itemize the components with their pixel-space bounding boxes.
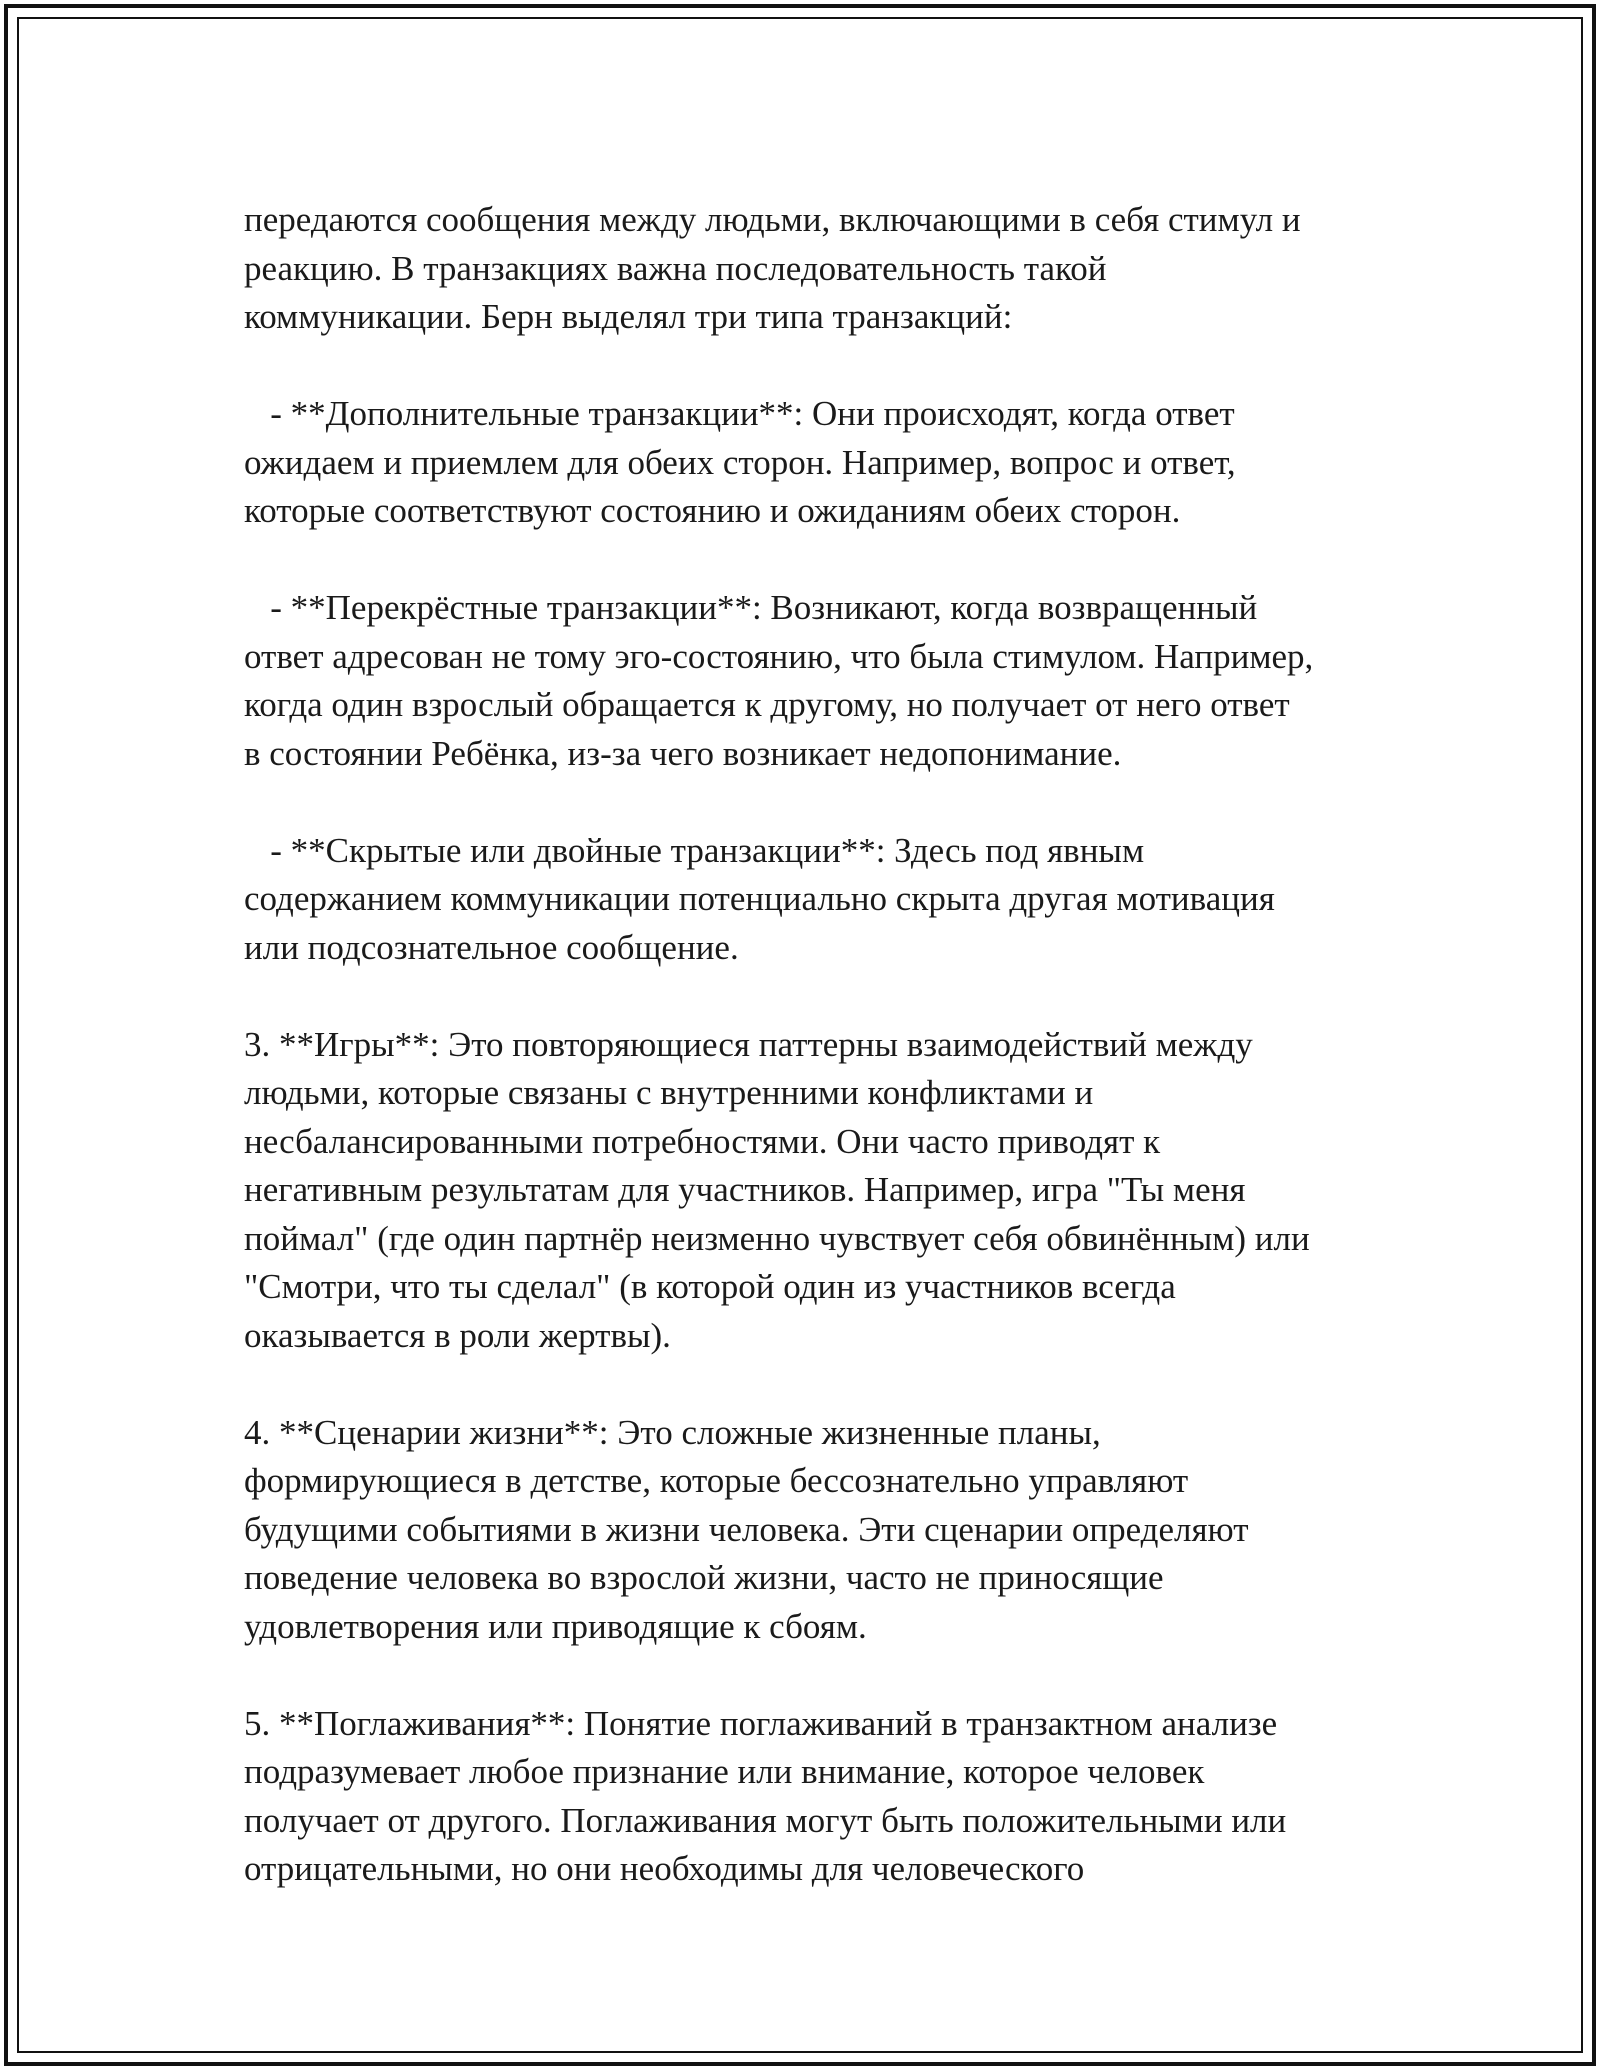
text-line: "Смотри, что ты сделал" (в которой один из участников всегда (244, 1267, 1176, 1306)
page-border (4, 4, 1596, 2066)
text-line: или подсознательное сообщение. (244, 927, 739, 967)
text-line: формирующиеся в детстве, которые бессознательно управляют (244, 1461, 1189, 1500)
text-line: поведение человека во взрослой жизни, часто не приносящие (244, 1558, 1164, 1597)
text-line: - **Дополнительные транзакции**: Они происходят, когда ответ (244, 394, 1235, 433)
paragraph-spacer (244, 972, 1414, 1021)
text-line: 5. **Поглаживания**: Понятие поглаживаний в транзактном анализе (244, 1703, 1278, 1743)
text-line: будущими событиями в жизни человека. Эти сценарии определяют (244, 1509, 1249, 1549)
paragraph-spacer (244, 536, 1414, 585)
paragraph-spacer (244, 342, 1414, 391)
text-line: ответ адресован не тому эго-состоянию, что была стимулом. Например, (244, 636, 1314, 676)
text-line: отрицательными, но они необходимы для человеческого (244, 1849, 1085, 1888)
text-line: когда один взрослый обращается к другому, но получает от него ответ (244, 685, 1290, 724)
text-line: оказывается в роли жертвы). (244, 1315, 671, 1355)
text-line: подразумевает любое признание или внимание, которое человек (244, 1752, 1205, 1791)
text-line: - **Скрытые или двойные транзакции**: Здесь под явным (244, 830, 1145, 870)
text-line: удовлетворения или приводящие к сбоям. (244, 1606, 867, 1646)
paragraph-spacer (244, 1360, 1414, 1409)
text-line: содержанием коммуникации потенциально скрыта другая мотивация (244, 879, 1275, 918)
text-line: негативным результатам для участников. Например, игра "Ты меня (244, 1170, 1246, 1209)
text-line: 3. **Игры**: Это повторяющиеся паттерны взаимодействий между (244, 1024, 1253, 1064)
text-line: несбалансированными потребностями. Они часто приводят к (244, 1121, 1161, 1161)
text-line: людьми, которые связаны с внутренними конфликтами и (244, 1073, 1094, 1112)
text-line: поймал" (где один партнёр неизменно чувствует себя обвинённым) или (244, 1218, 1310, 1258)
text-line: передаются сообщения между людьми, включающими в себя стимул и (244, 200, 1301, 239)
text-line: 4. **Сценарии жизни**: Это сложные жизненные планы, (244, 1412, 1101, 1452)
text-line: реакцию. В транзакциях важна последовательность такой (244, 248, 1107, 288)
paragraph-spacer (244, 1651, 1414, 1700)
text-line: получает от другого. Поглаживания могут быть положительными или (244, 1800, 1287, 1840)
text-line: коммуникации. Берн выделял три типа транзакций: (244, 297, 1013, 336)
document-text (244, 196, 1414, 1894)
paragraph-spacer (244, 778, 1414, 827)
text-line: ожидаем и приемлем для обеих сторон. Например, вопрос и ответ, (244, 442, 1236, 482)
text-line: - **Перекрёстные транзакции**: Возникают, когда возвращенный (244, 588, 1258, 627)
text-line: которые соответствуют состоянию и ожиданиям обеих сторон. (244, 491, 1181, 530)
text-line: в состоянии Ребёнка, из-за чего возникает недопонимание. (244, 733, 1122, 773)
